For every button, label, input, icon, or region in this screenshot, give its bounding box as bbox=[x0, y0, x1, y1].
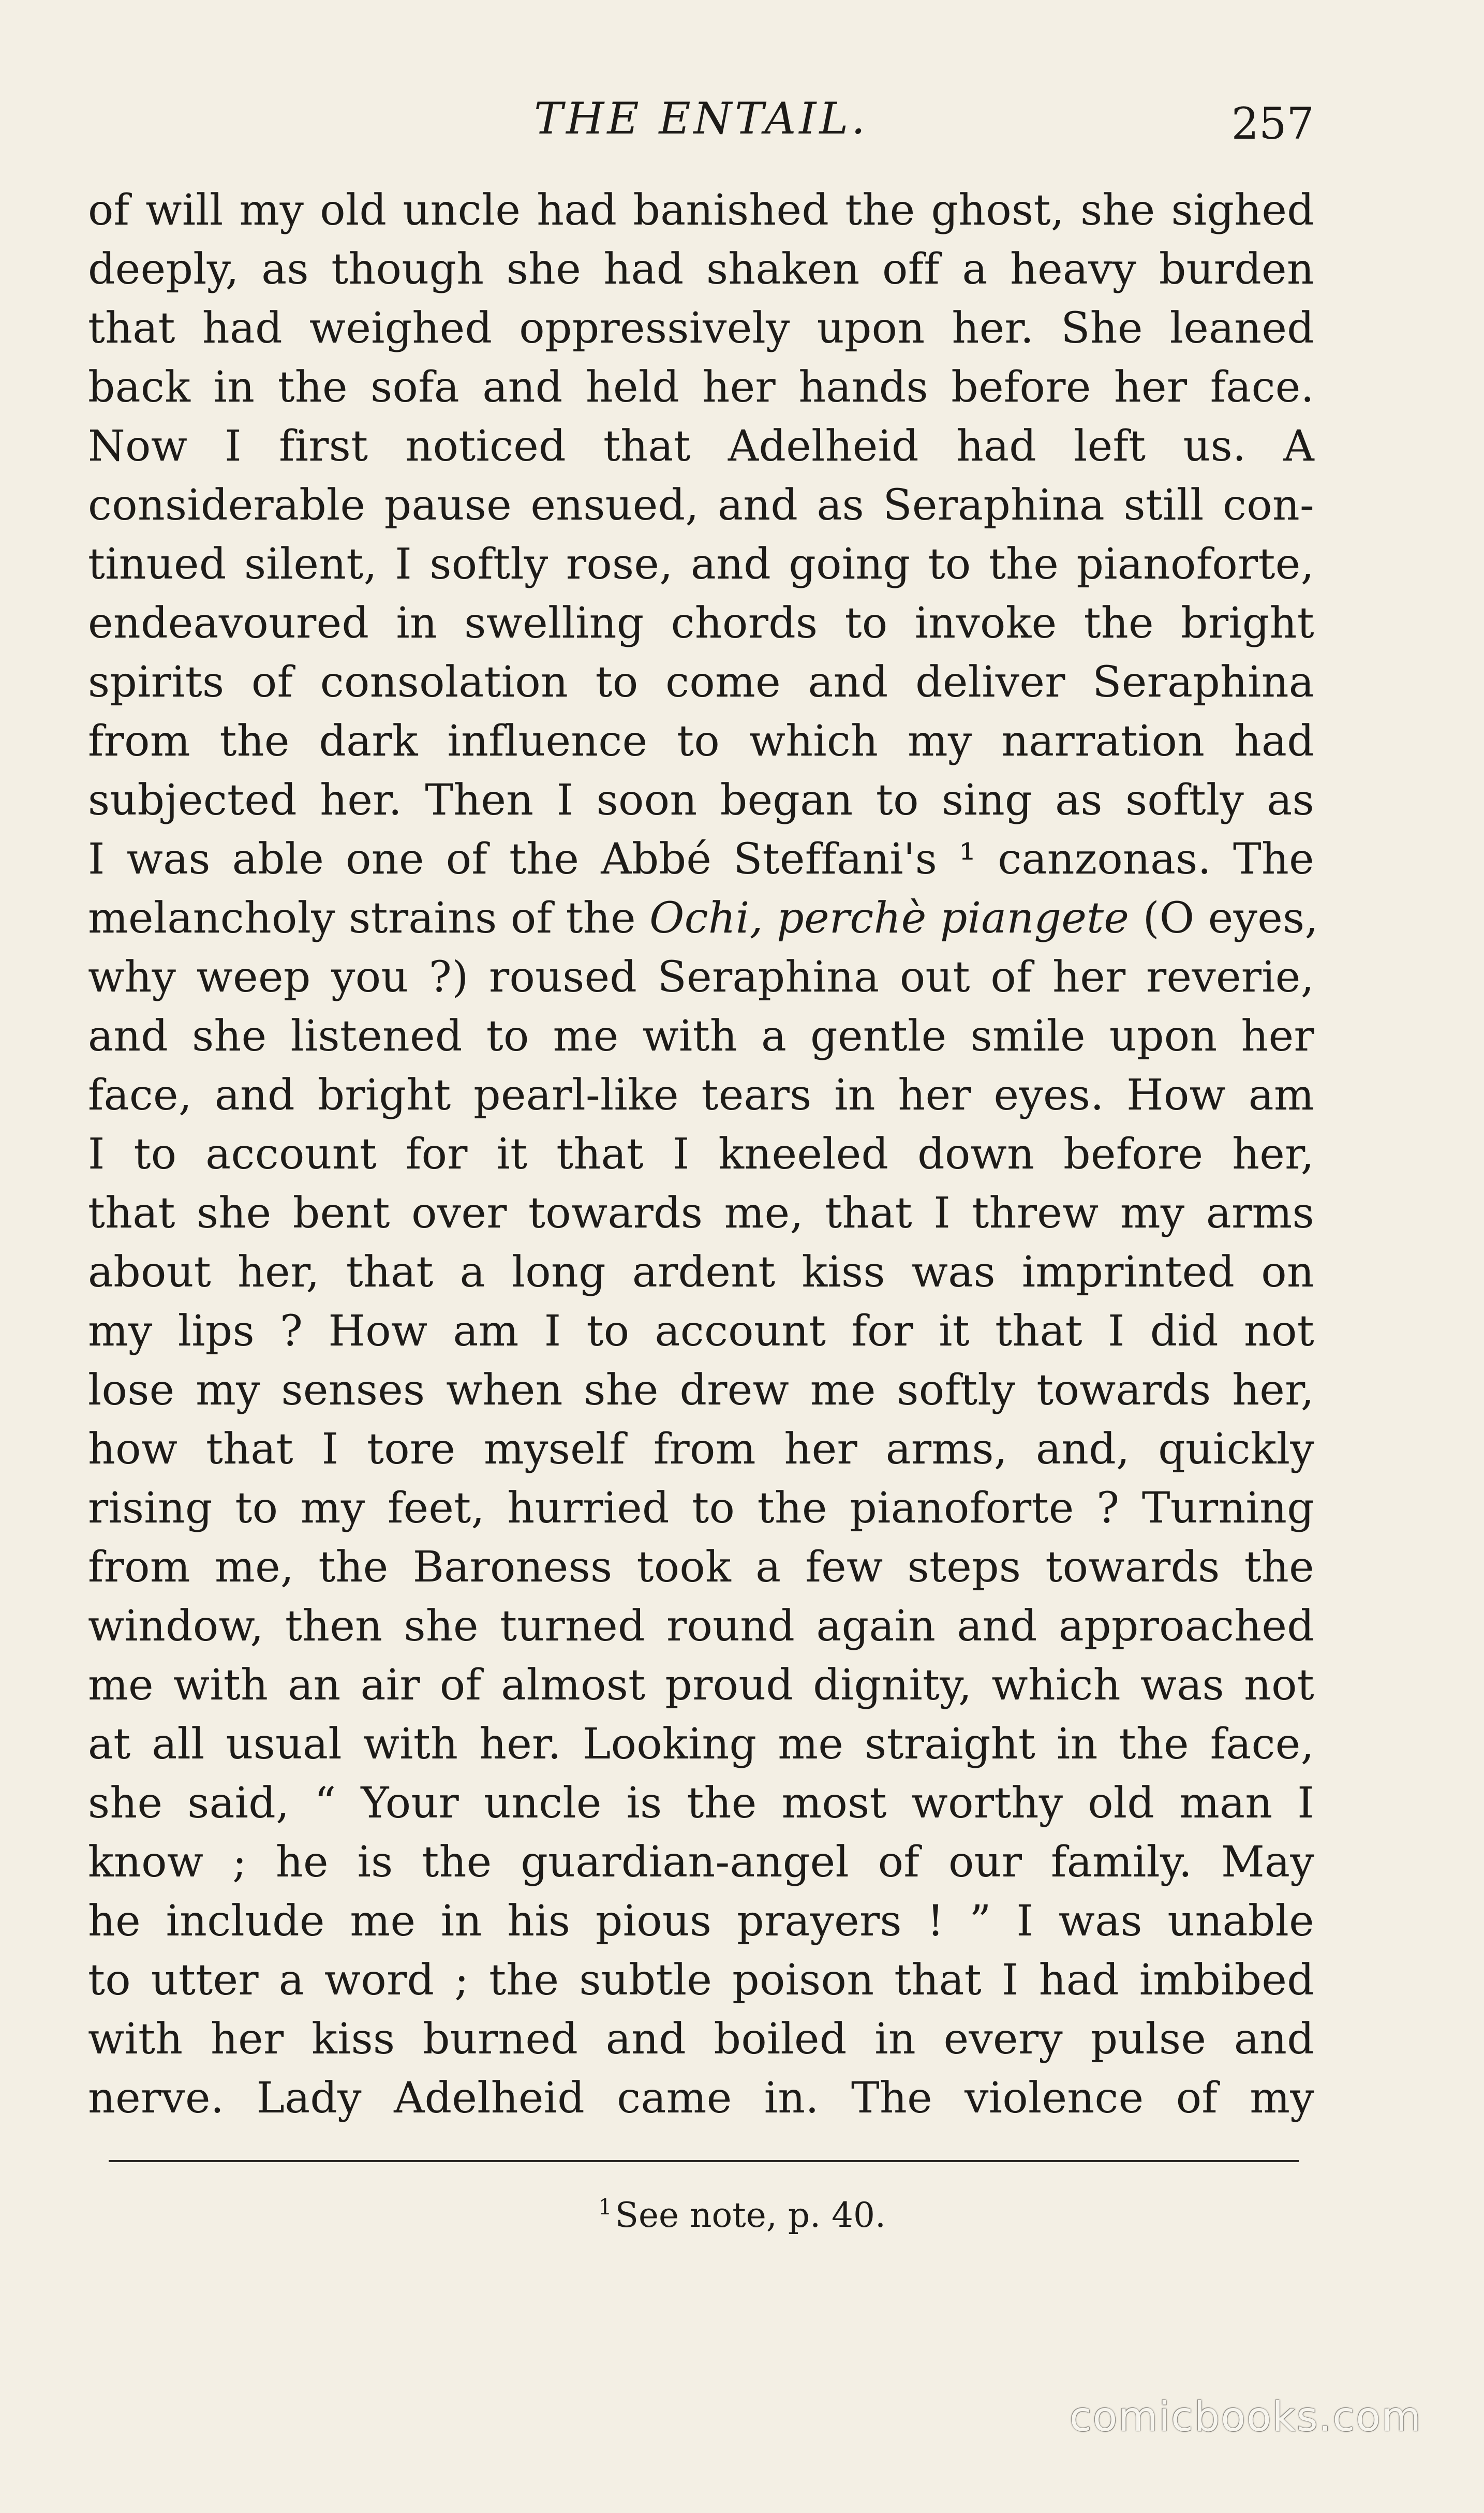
text-line: at all usual with her. Looking me straight in the face, bbox=[88, 1720, 1314, 1769]
italic-title: Ochi, perchè piangete bbox=[649, 894, 1130, 943]
text-line: window, then she turned round again and approached bbox=[88, 1602, 1314, 1651]
text-line: me with an air of almost proud dignity, which was not bbox=[88, 1661, 1314, 1710]
text-line: from me, the Baroness took a few steps towards the bbox=[88, 1543, 1314, 1592]
text-line: how that I tore myself from her arms, and, quickly bbox=[88, 1425, 1314, 1474]
text-line: nerve. Lady Adelheid came in. The violence of my bbox=[88, 2074, 1314, 2123]
text-line: back in the sofa and held her hands before her face. bbox=[88, 363, 1314, 412]
text-line: lose my senses when she drew me softly towards her, bbox=[88, 1366, 1314, 1415]
text-line: of will my old uncle had banished the ghost, she sighed bbox=[88, 186, 1314, 235]
text-line: I to account for it that I kneeled down before her, bbox=[88, 1130, 1314, 1179]
footnote-text: See note, p. 40. bbox=[615, 2195, 886, 2235]
running-title: THE ENTAIL. bbox=[534, 93, 868, 144]
text-line: considerable pause ensued, and as Seraphina still con- bbox=[88, 481, 1314, 530]
text-line: know ; he is the guardian-angel of our family. May bbox=[88, 1838, 1314, 1887]
text-line: she said, “ Your uncle is the most worthy old man I bbox=[88, 1779, 1314, 1828]
text-line: face, and bright pearl-like tears in her eyes. How am bbox=[88, 1071, 1314, 1120]
text-line: from the dark influence to which my narration had bbox=[88, 717, 1314, 766]
text-line: that had weighed oppressively upon her. She leaned bbox=[88, 304, 1314, 353]
body-text bbox=[88, 181, 1318, 2128]
text-line: that she bent over towards me, that I threw my arms bbox=[88, 1189, 1314, 1238]
text-line: I was able one of the Abbé Steffani's ¹ canzonas. The bbox=[88, 835, 1314, 884]
text-line: Now I first noticed that Adelheid had left us. A bbox=[88, 422, 1314, 471]
footnote-divider bbox=[109, 2160, 1299, 2162]
text-line: tinued silent, I softly rose, and going to the pianoforte, bbox=[88, 540, 1314, 589]
text-line bbox=[88, 889, 1318, 948]
watermark: comicbooks.com bbox=[1069, 2394, 1422, 2441]
text-line: spirits of consolation to come and deliver Seraphina bbox=[88, 658, 1314, 707]
text-line: he include me in his pious prayers ! ” I was unable bbox=[88, 1897, 1314, 1946]
text-line: and she listened to me with a gentle smile upon her bbox=[88, 1012, 1314, 1061]
page-number: 257 bbox=[1231, 98, 1314, 149]
text-line: subjected her. Then I soon began to sing as softly as bbox=[88, 776, 1314, 825]
text-line: with her kiss burned and boiled in every pulse and bbox=[88, 2015, 1314, 2064]
text-line: why weep you ?) roused Seraphina out of her reverie, bbox=[88, 953, 1314, 1002]
page-header bbox=[88, 78, 1314, 149]
text-line: endeavoured in swelling chords to invoke the bright bbox=[88, 599, 1314, 648]
footnote-marker: 1 bbox=[598, 2194, 612, 2220]
text-line: about her, that a long ardent kiss was imprinted on bbox=[88, 1248, 1314, 1297]
footnote bbox=[0, 2194, 1484, 2235]
text-segment: (O eyes, bbox=[1129, 894, 1318, 943]
text-line: deeply, as though she had shaken off a heavy burden bbox=[88, 245, 1314, 294]
text-segment: melancholy strains of the bbox=[88, 894, 650, 943]
text-line: rising to my feet, hurried to the pianoforte ? Turning bbox=[88, 1484, 1314, 1533]
text-line: my lips ? How am I to account for it that I did not bbox=[88, 1307, 1314, 1356]
text-line: to utter a word ; the subtle poison that I had imbibed bbox=[88, 1956, 1314, 2005]
